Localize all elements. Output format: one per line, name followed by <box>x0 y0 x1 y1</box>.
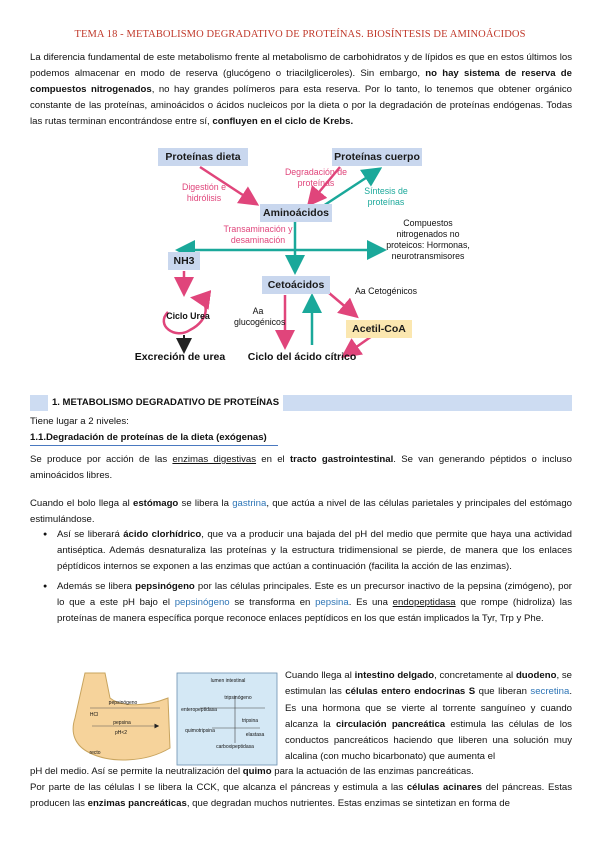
box-cetoacidos: Cetoácidos <box>262 276 330 294</box>
paragraph-digestivas: Se produce por acción de las enzimas digestivas en el tracto gastrointestinal. Se van generando péptidos o incluso aminoácidos libres. <box>30 454 572 481</box>
label-excrecion: Excreción de urea <box>134 351 226 363</box>
fig-label-pepsina: pepsina <box>113 720 131 726</box>
bullet-list <box>30 527 572 631</box>
label-aa-glucogenicos: Aa glucogénicos <box>234 306 286 327</box>
fig-label-enteropeptidasa: enteropeptidasa <box>181 707 217 713</box>
label-ciclo-urea: Ciclo Urea <box>166 311 210 321</box>
intro-paragraph: La diferencia fundamental de este metabolismo frente al metabolismo de carbohidratos y de lípidos es que en estos últimos los podemos almacenar en modo de reserva (glucógeno o triacilgliceroles). Sin embargo, no hay sistema de reserva de compuestos nitrogenados, no hay grandes polímeros para esta reserva. Por lo tanto, lo tenemos que obtener orgánico constante de las proteínas, aminoácidos o ácidos nucleicos por la dieta o por la degradación de proteínas endógenas. Todas las rutas terminan encontrándose entre sí, confluyen en el ciclo de Krebs. <box>30 52 573 127</box>
fig-label-quimotripsina: quimotripsina <box>185 728 215 734</box>
label-digestion: Digestión e hidrólisis <box>181 182 226 203</box>
box-nh3: NH3 <box>168 252 200 270</box>
box-aminoacidos: Aminoácidos <box>260 204 332 222</box>
fig-label-lumen: lumen intestinal <box>210 678 246 684</box>
subsection-underline <box>30 445 278 446</box>
section-title-1: 1. METABOLISMO DEGRADATIVO DE PROTEÍNAS <box>48 395 283 411</box>
niveles-text: Tiene lugar a 2 niveles: <box>30 416 129 427</box>
fig-label-ph: pH<2 <box>114 730 128 736</box>
fig-label-pepsinogeno: pepsinógeno <box>108 700 138 706</box>
fig-label-tripsinogeno: tripsinógeno <box>224 695 252 701</box>
paragraph-quimo: pH del medio. Así se permite la neutralización del quimo para la actuación de las enzimas pancreáticas. <box>30 766 474 777</box>
subsection-title-1-1: 1.1.Degradación de proteínas de la dieta (exógenas) <box>30 432 267 443</box>
box-proteinas-dieta: Proteínas dieta <box>158 148 248 166</box>
digestion-figure <box>30 668 280 768</box>
fig-label-hcl: HCl <box>89 712 99 718</box>
bullet-pepsinogeno: ● Además se libera pepsinógeno por las células principales. Este es un precursor inactivo de la pepsina (zimógeno), por lo que a este pH bajo el pepsinógeno se transforma en pepsina. Es una endopeptidasa que rompe (hidroliza) las proteínas de manera específica porque reconoce enlaces peptídicos en los que están implicados la Tyr, Trp y Phe. <box>30 579 572 627</box>
paragraph-intestino: Cuando llega al intestino delgado, concretamente al duodeno, se estimulan las células entero endocrinas S que liberan secretina. Es una hormona que se vierte al torrente sanguíneo y cuando alcanza la circulación pancreática estimula las células de los conductos pancreáticos haciendo que liberen una solución muy alcalina (con mucho bicarbonato) que aumenta el <box>285 670 573 763</box>
label-degradacion: Degradación de proteínas <box>284 167 348 188</box>
paragraph-cck: Por parte de las células I se libera la CCK, que alcanza el páncreas y estimula a las células acinares del páncreas. Estas producen las enzimas pancreáticas, que degradan muchos nutrientes. Estas enzimas se sintetizan en forma de <box>30 782 572 809</box>
box-proteinas-cuerpo: Proteínas cuerpo <box>332 148 422 166</box>
paragraph-estomago: Cuando el bolo llega al estómago se libera la gastrina, que actúa a nivel de las células parietales y principales del estómago estimulándose. <box>30 498 572 525</box>
fig-label-carboxipeptidasa: carboxipeptidasa <box>216 744 254 750</box>
label-ciclo-citrico: Ciclo del ácido cítrico <box>247 351 357 363</box>
box-acetil-coa: Acetil-CoA <box>346 320 412 338</box>
fig-label-elastasa: elastasa <box>245 732 265 738</box>
metabolism-diagram <box>134 140 470 372</box>
label-compuestos: Compuestos nitrogenados no proteicos: Hormonas, neurotransmisores <box>386 218 470 261</box>
fig-label-tripsina: tripsina <box>241 718 259 724</box>
bullet-hcl: ● Así se liberará ácido clorhídrico, que va a producir una bajada del pH del medio que permite que haya una actividad antiséptica. Además desnaturaliza las proteínas y la estructura tridimensional se pierde, de manera que los enlaces péptídicos internos se exponen a las enzimas que actúan a continuación (facilita la acción de las enzimas). <box>30 527 572 575</box>
fig-label-recto: recto <box>89 750 101 756</box>
document-title: TEMA 18 - METABOLISMO DEGRADATIVO DE PROTEÍNAS. BIOSÍNTESIS DE AMINOÁCIDOS <box>74 29 526 40</box>
label-sintesis: Síntesis de proteínas <box>364 186 408 207</box>
label-aa-cetogenicos: Aa Cetogénicos <box>354 286 418 296</box>
label-transaminacion: Transaminación y desaminación <box>223 224 293 245</box>
